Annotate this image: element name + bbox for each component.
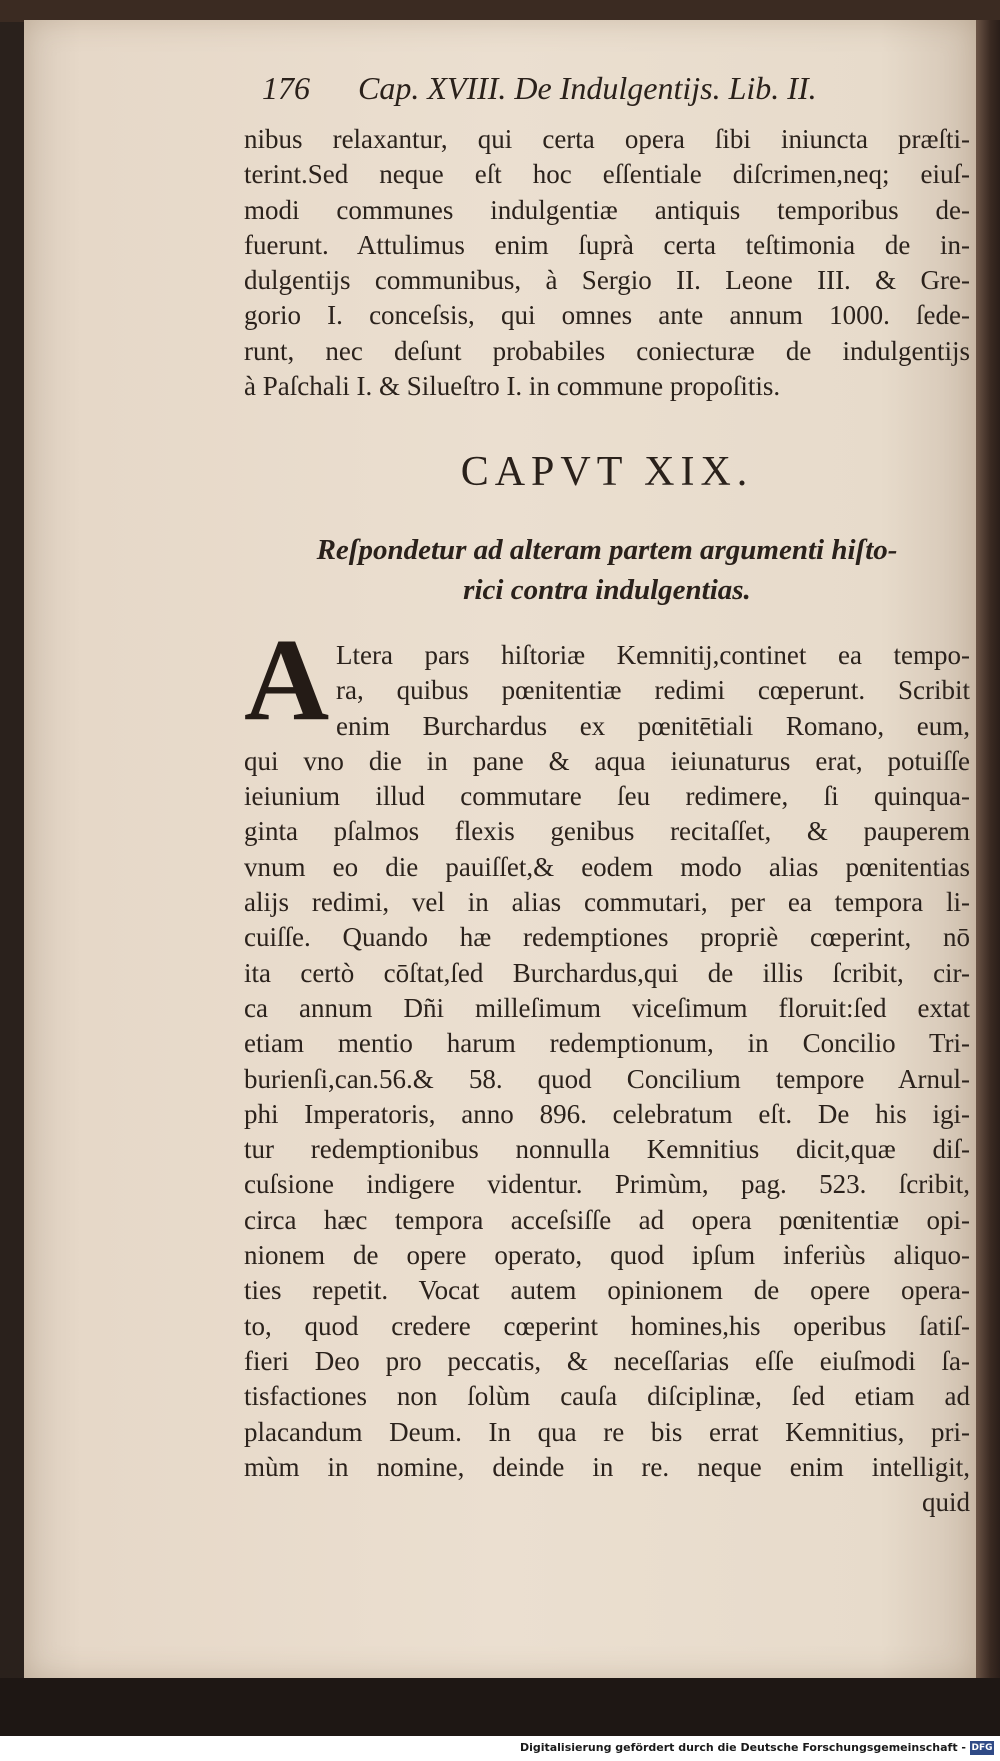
text-line: ita certò cōſtat,ſed Burchardus,qui de illis ſcribit, cir- <box>244 957 970 988</box>
text-line: circa hæc tempora acceſsiſſe ad opera pœnitentiæ opi- <box>244 1204 970 1235</box>
text-line: enim Burchardus ex pœnitētiali Romano, eum, <box>336 710 970 741</box>
text-line: ra, quibus pœnitentiæ redimi cœperunt. Scribit <box>336 675 970 706</box>
text-line: fieri Deo pro peccatis, & neceſſarias eſſe eiuſmodi ſa- <box>244 1345 970 1376</box>
text-line: nionem de opere operato, quod ipſum inferiùs aliquo- <box>244 1240 970 1271</box>
text-line: tur redemptionibus nonnulla Kemnitius dicit,quæ diſ- <box>244 1134 970 1165</box>
page-gutter-edge <box>976 20 1000 1678</box>
text-line: modi communes indulgentiæ antiquis temporibus de- <box>244 194 970 225</box>
footer-credit: Digitalisierung gefördert durch die Deutsche Forschungsgemeinschaft - <box>519 1741 966 1754</box>
text-line: gorio I. conceſsis, qui omnes ante annum 1000. ſede- <box>244 300 970 331</box>
text-line: runt, nec deſunt probabiles coniecturæ de indulgentijs <box>244 335 970 366</box>
dfg-logo-icon: DFG <box>971 1743 993 1753</box>
running-header <box>262 70 882 114</box>
text-line: mùm in nomine, deinde in re. neque enim intelligit, <box>244 1451 970 1482</box>
text-line: ieiunium illud commutare ſeu redimere, ſi quinqua- <box>244 781 970 812</box>
text-line: etiam mentio harum redemptionum, in Concilio Tri- <box>244 1028 970 1059</box>
text-line: dulgentijs communibus, à Sergio II. Leone III. & Gre- <box>244 265 970 296</box>
subtitle-line: rici contra indulgentias. <box>463 574 751 606</box>
text-line: à Paſchali I. & Silueſtro I. in commune propoſitis. <box>244 371 781 402</box>
text-line: vnum eo die pauiſſet,& eodem modo alias pœnitentias <box>244 851 970 882</box>
subtitle-line: Reſpondetur ad alteram partem argumenti hiſto- <box>316 534 898 566</box>
continuation-paragraph <box>244 122 970 404</box>
text-line: phi Imperatoris, anno 896. celebratum eſt. De his igi- <box>244 1098 970 1129</box>
text-line: nibus relaxantur, qui certa opera ſibi iniuncta præſti- <box>244 124 970 154</box>
digitization-footer <box>0 1736 1000 1761</box>
text-line: ties repetit. Vocat autem opinionem de opere opera- <box>244 1275 970 1306</box>
scan-bottom-edge <box>0 1678 1000 1736</box>
text-line: qui vno die in pane & aqua ieiunaturus erat, potuiſſe <box>244 745 970 776</box>
text-line: burienſi,can.56.& 58. quod Concilium tempore Arnul- <box>244 1063 970 1094</box>
scan-top-edge <box>0 0 1000 22</box>
text-line: Ltera pars hiſtoriæ Kemnitij,continet ea tempo- <box>336 640 970 670</box>
running-title: Cap. XVIII. De Indulgentijs. Lib. II. <box>358 70 817 106</box>
text-line: tisfactiones non ſolùm cauſa diſciplinæ, ſed etiam ad <box>244 1381 970 1412</box>
chapter-heading: CAPVT XIX. <box>460 449 754 495</box>
text-line: to, quod credere cœperint homines,his operibus ſatiſ- <box>244 1310 970 1341</box>
text-line: ca annum Dñi milleſimum viceſimum floruit:ſed extat <box>244 992 970 1023</box>
text-line: alijs redimi, vel in alias commutari, per ea tempora li- <box>244 887 970 918</box>
text-line: cuiſſe. Quando hæ redemptiones propriè cœperint, nō <box>244 922 970 953</box>
catchword: quid <box>921 1487 970 1518</box>
text-line: fuerunt. Attulimus enim ſuprà certa teſtimonia de in- <box>244 229 970 260</box>
drop-cap-initial: A <box>244 614 330 745</box>
text-line: terint.Sed neque eſt hoc eſſentiale diſcrimen,neq; eiuſ- <box>244 159 970 190</box>
page-number: 176 <box>262 70 310 106</box>
text-line: cuſsione indigere videntur. Primùm, pag. 523. ſcribit, <box>244 1169 970 1200</box>
text-line: placandum Deum. In qua re bis errat Kemnitius, pri- <box>244 1416 970 1447</box>
text-line: ginta pſalmos flexis genibus recitaſſet, & pauperem <box>244 816 970 847</box>
body-paragraph <box>244 638 970 1520</box>
chapter-subtitle <box>244 530 970 610</box>
